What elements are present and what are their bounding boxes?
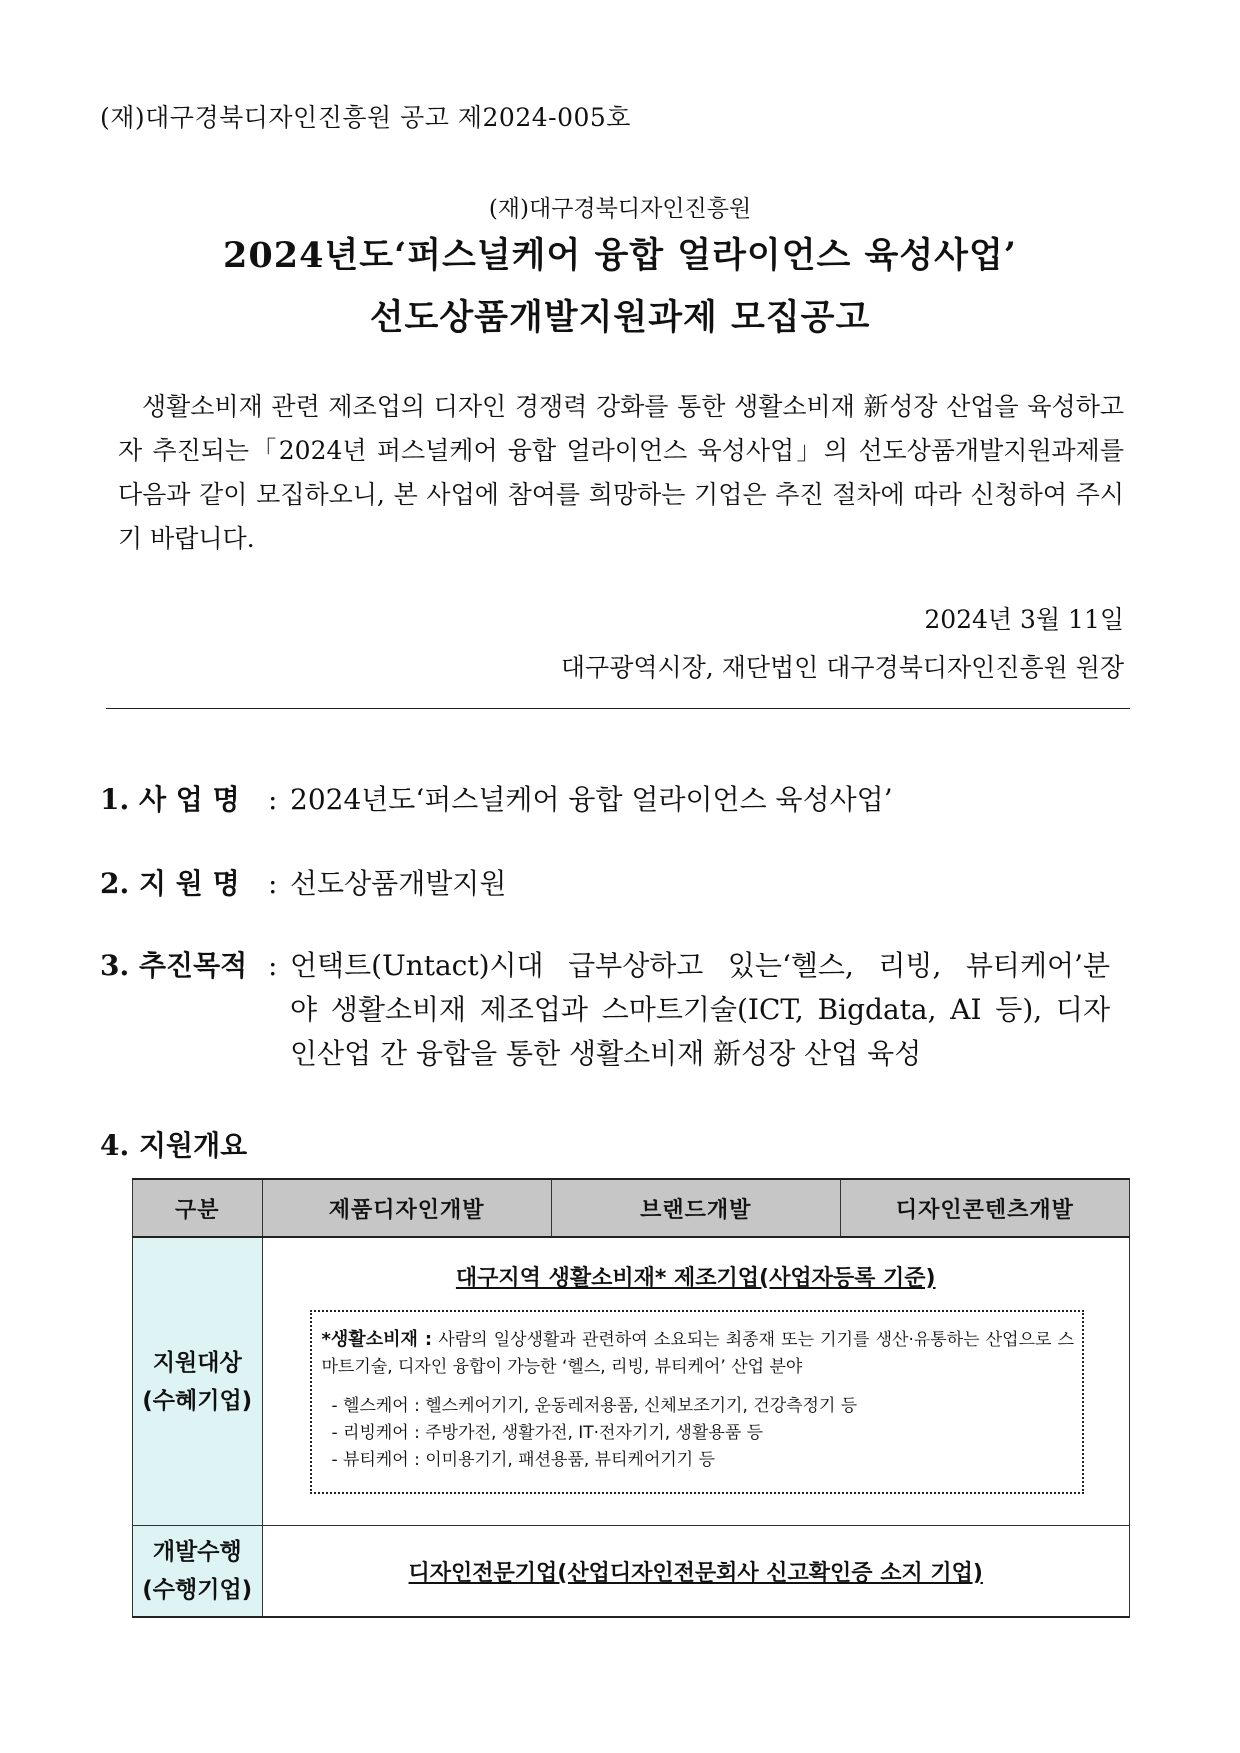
colon: : <box>268 867 278 900</box>
item-value: 2024년도‘퍼스널케어 융합 얼라이언스 육성사업’ <box>290 783 893 816</box>
item-value: 선도상품개발지원 <box>290 867 507 900</box>
definition-box <box>310 1310 1085 1494</box>
developer-text: 디자인전문기업(산업디자인전문회사 신고확인증 소지 기업) <box>408 1560 983 1586</box>
developer-content <box>262 1526 1130 1618</box>
table-row-target <box>133 1237 1130 1526</box>
signer: 대구광역시장, 재단법인 대구경북디자인진흥원 원장 <box>560 653 1124 682</box>
page-title-line2: 선도상품개발지원과제 모집공고 <box>369 297 871 338</box>
definition <box>322 1326 1075 1381</box>
item-purpose <box>100 944 1110 1076</box>
target-label <box>133 1237 263 1526</box>
header-design-content: 디자인콘텐츠개발 <box>840 1179 1129 1237</box>
purpose-line: 인산업 간 융합을 통한 생활소비재 新성장 산업 육성 <box>290 1037 922 1070</box>
purpose-line: 언택트(Untact)시대 급부상하고 있는‘헬스, 리빙, 뷰티케어’분 <box>290 949 1110 982</box>
support-overview-table <box>132 1178 1130 1618</box>
definition-term: *생활소비재 : <box>321 1329 433 1350</box>
page-title-line1: 2024년도‘퍼스널케어 융합 얼라이언스 육성사업’ <box>223 235 1017 276</box>
definition-text: 사람의 일상생활과 관련하여 소요되는 최종재 또는 기기를 생산·유통하는 산업으로 스마트기술, 디자인 융합이 가능한 ‘헬스, 리빙, 뷰티케어’ 산업 분야 <box>321 1330 1075 1377</box>
item-business-name <box>100 778 1110 822</box>
developer-label <box>133 1526 263 1618</box>
notice-number: (재)대구경북디자인진흥원 공고 제2024-005호 <box>100 103 631 132</box>
example-line: - 뷰티케어 : 이미용기기, 패션용품, 뷰티케어기기 등 <box>331 1450 716 1470</box>
item-label: 3. 추진목적 <box>100 949 248 982</box>
table-header-row <box>133 1179 1130 1237</box>
developer-label-line1: 개발수행 <box>152 1539 242 1565</box>
target-label-line1: 지원대상 <box>152 1349 242 1376</box>
divider <box>106 708 1130 709</box>
target-content <box>262 1237 1130 1526</box>
item-label: 2. 지 원 명 <box>100 867 240 900</box>
header-category: 구분 <box>133 1179 263 1237</box>
intro-paragraph <box>118 385 1124 561</box>
example-line: - 헬스케어 : 헬스케어기기, 운동레저용품, 신체보조기기, 건강측정기 등 <box>331 1396 858 1416</box>
organization-name: (재)대구경북디자인진흥원 <box>488 196 752 222</box>
target-label-line2: (수혜기업) <box>142 1387 253 1414</box>
colon: : <box>268 949 278 982</box>
colon: : <box>268 783 278 816</box>
header-product-design: 제품디자인개발 <box>262 1179 551 1237</box>
table-row-developer <box>133 1526 1130 1618</box>
example-line: - 리빙케어 : 주방가전, 생활가전, IT·전자기기, 생활용품 등 <box>331 1423 764 1443</box>
item-label: 1. 사 업 명 <box>100 783 240 816</box>
item-support-name <box>100 862 1110 906</box>
notice-date: 2024년 3월 11일 <box>924 605 1124 634</box>
target-title: 대구지역 생활소비재* 제조기업(사업자등록 기준) <box>455 1266 936 1291</box>
developer-label-line2: (수행기업) <box>142 1577 253 1603</box>
item-overview-heading: 4. 지원개요 <box>100 1129 248 1162</box>
intro-text: 생활소비재 관련 제조업의 디자인 경쟁력 강화를 통한 생활소비재 新성장 산업을 육성하고자 추진되는「2024년 퍼스널케어 융합 얼라이언스 육성사업」의 선도상품개발지원과제를 다음과 같이 모집하오니, 본 사업에 참여를 희망하는 기업은 추진 절차에 따라 신청하여 주시기 바랍니다. <box>118 392 1124 553</box>
purpose-line: 야 생활소비재 제조업과 스마트기술(ICT, Bigdata, AI 등), 디자 <box>290 993 1110 1026</box>
item-value <box>290 944 1110 1076</box>
header-brand: 브랜드개발 <box>551 1179 840 1237</box>
